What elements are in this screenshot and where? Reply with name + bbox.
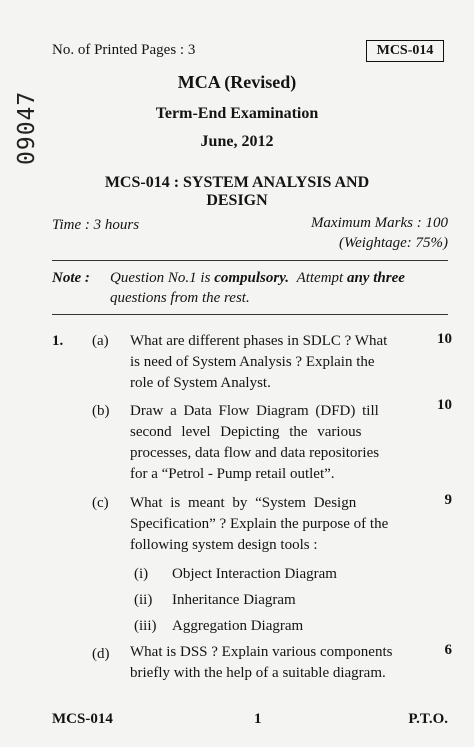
footer-course-code: MCS-014	[52, 711, 113, 727]
part-b-line4: for a “Petrol - Pump retail outlet”.	[130, 466, 335, 482]
exam-date: June, 2012	[200, 133, 274, 150]
part-c-item-i-text: Object Interaction Diagram	[172, 566, 337, 582]
part-c-label: (c)	[92, 495, 109, 511]
part-d-line2: briefly with the help of a suitable diagram.	[130, 665, 386, 681]
maximum-marks: Maximum Marks : 100	[310, 215, 448, 231]
time-allowed: Time : 3 hours	[52, 217, 140, 233]
note-line1	[110, 270, 405, 287]
part-b-label: (b)	[92, 403, 110, 419]
part-a-line2: is need of System Analysis ? Explain the	[130, 354, 375, 370]
part-c-item-ii-label: (ii)	[134, 592, 153, 608]
part-d-line1: What is DSS ? Explain various components	[130, 644, 393, 660]
note-label: Note :	[52, 270, 90, 286]
part-c-line3: following system design tools :	[130, 537, 318, 553]
part-d-marks: 6	[444, 642, 452, 658]
note-text-attempt: Attempt	[296, 270, 344, 286]
part-c-line2: Specification” ? Explain the purpose of the	[130, 516, 389, 532]
part-c-marks: 9	[444, 492, 452, 508]
part-c-item-ii-text: Inheritance Diagram	[172, 592, 296, 608]
part-c-item-iii-text: Aggregation Diagram	[172, 618, 304, 634]
note-bottom-rule	[52, 314, 448, 315]
part-b-line1: Draw a Data Flow Diagram (DFD) till	[130, 403, 379, 419]
printed-pages: No. of Printed Pages : 3	[52, 42, 196, 58]
exam-title: Term-End Examination	[155, 105, 319, 122]
part-c-item-i-label: (i)	[134, 566, 149, 582]
weightage: (Weightage: 75%)	[339, 235, 448, 251]
part-a-line1: What are different phases in SDLC ? What	[130, 333, 388, 349]
programme-title: MCA (Revised)	[177, 72, 297, 92]
question-number: 1.	[52, 333, 64, 349]
note-text-a: Question No.1 is	[110, 270, 211, 286]
note-top-rule	[52, 260, 448, 261]
part-a-marks: 10	[437, 331, 452, 347]
paper-title-line2: DESIGN	[206, 192, 268, 209]
part-c-item-iii-label: (iii)	[134, 618, 157, 634]
note-text-any-three: any three	[346, 270, 405, 286]
note-text-compulsory: compulsory.	[214, 270, 290, 286]
part-a-label: (a)	[92, 333, 109, 349]
footer-page-number: 1	[254, 711, 262, 727]
note-line2: questions from the rest.	[110, 290, 250, 306]
part-b-marks: 10	[437, 397, 452, 413]
part-c-line1: What is meant by “System Design	[130, 495, 357, 511]
part-b-line3: processes, data flow and data repositories	[130, 445, 380, 461]
paper-title-line1: MCS-014 : SYSTEM ANALYSIS AND	[104, 174, 370, 191]
serial-number: 09047	[14, 90, 40, 165]
course-code-box: MCS-014	[366, 40, 444, 62]
part-d-label: (d)	[92, 646, 110, 662]
part-a-line3: role of System Analyst.	[130, 375, 271, 391]
footer-pto: P.T.O.	[408, 711, 448, 727]
part-b-line2: second level Depicting the various	[130, 424, 362, 440]
